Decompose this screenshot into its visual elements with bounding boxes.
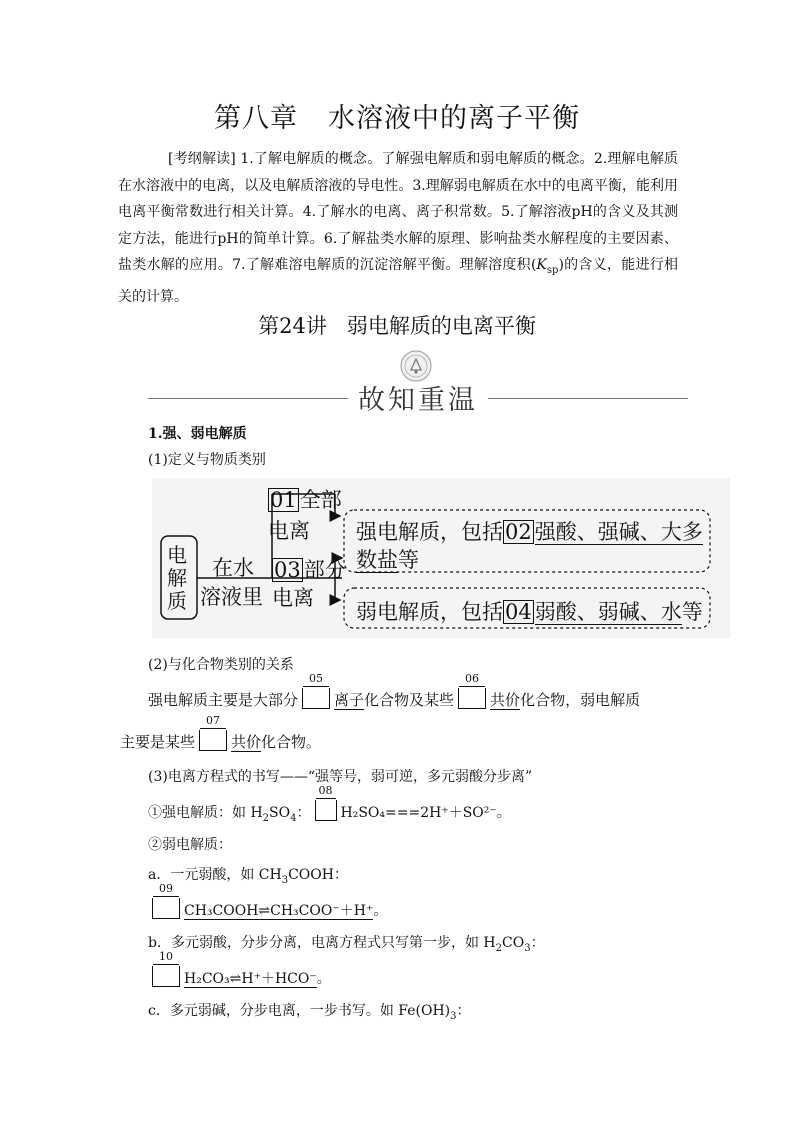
answer-blank-05[interactable]: 05 (302, 688, 330, 709)
weak-electrolyte-text: 弱电解质，包括04 弱酸、弱碱、水等 (356, 600, 703, 624)
syllabus-paragraph: [考纲解读] 1.了解电解质的概念。了解强电解质和弱电解质的概念。2.理解电解质在水溶液中的电离，以及电解质溶液的导电性。3.理解弱电解质在水中的电离平衡，能利用电离平衡常数进行相关计算。4.了解水的电离、离子积常数。5.了解溶液pH的含义及其测定方法，能进行pH的简单计算。6.了解盐类水解的原理、影响盐类水解程度的主要因素、盐类水解的应用。7.了解难溶电解质的沉淀溶解平衡。理解溶度积$(K_{sp})$的含义，能进行相关的计算。 (118, 151, 678, 306)
in-water-label: 在水 (212, 556, 254, 580)
subsection-heading-2: (2)与化合物类别的关系 (148, 657, 294, 673)
polybasic-acid-label: b．多元弱酸，分步分离，电离方程式只写第一步，如 $H_2CO_3$： (148, 935, 545, 954)
full-ionization-label-2: 电离 (268, 519, 310, 543)
chapter-title: 第八章 水溶液中的离子平衡 (214, 103, 580, 134)
answer-blank-08[interactable]: 08 (315, 800, 337, 821)
lecture-title: 第24讲 弱电解质的电离平衡 (258, 314, 536, 338)
weak-electrolyte-label: ②弱电解质： (148, 837, 232, 853)
polybasic-acid-equation: 10 H₂CO₃⇌H⁺＋HCO⁻。 (148, 966, 331, 988)
strong-electrolyte-example: ①强电解质：如 $H_2SO_4$： 08 H₂SO₄===2H⁺＋SO²⁻。 (148, 784, 511, 824)
section-heading: 1.强、弱电解质 (148, 426, 247, 442)
partial-ionization-label: 03 部分 (274, 558, 346, 582)
answer-blank-09[interactable]: 09 (152, 898, 180, 919)
syllabus-tag: [考纲解读] (168, 151, 236, 167)
answer-blank-06[interactable]: 06 (458, 688, 486, 709)
strong-electrolyte-text-2: 数盐等 (356, 548, 419, 572)
full-ionization-label: 01 全部 (270, 488, 342, 512)
banner-title: 故知重温 (148, 378, 688, 417)
electrolyte-diagram (152, 478, 730, 638)
compound-relation-line-2: 主要是某些 07 共价化合物。 (120, 714, 322, 751)
compound-relation-line-1: 强电解质主要是大部分 05 离子化合物及某些 06 共价化合物，弱电解质 (148, 672, 641, 709)
electrolyte-label: 电 解 质 (167, 543, 187, 613)
monobasic-acid-label: a．一元弱酸，如 $CH_3COOH$： (148, 867, 348, 886)
partial-ionization-label-2: 电离 (272, 586, 314, 610)
polyacidic-base-label: c．多元弱碱，分步电离，一步书写。如 $Fe(OH)_3$： (148, 1003, 471, 1022)
strong-electrolyte-text: 强电解质，包括02 强酸、强碱、大多 (356, 520, 703, 544)
subsection-heading-3: (3)电离方程式的书写——“强等号，弱可逆，多元弱酸分步离” (148, 769, 533, 785)
subsection-heading: (1)定义与物质类别 (148, 452, 266, 468)
section-banner (148, 348, 688, 418)
answer-blank-10[interactable]: 10 (152, 966, 180, 987)
answer-blank-07[interactable]: 07 (199, 730, 227, 751)
in-solution-label: 溶液里 (200, 585, 263, 609)
monobasic-acid-equation: 09 CH₃COOH⇌CH₃COO⁻＋H⁺。 (148, 898, 387, 920)
